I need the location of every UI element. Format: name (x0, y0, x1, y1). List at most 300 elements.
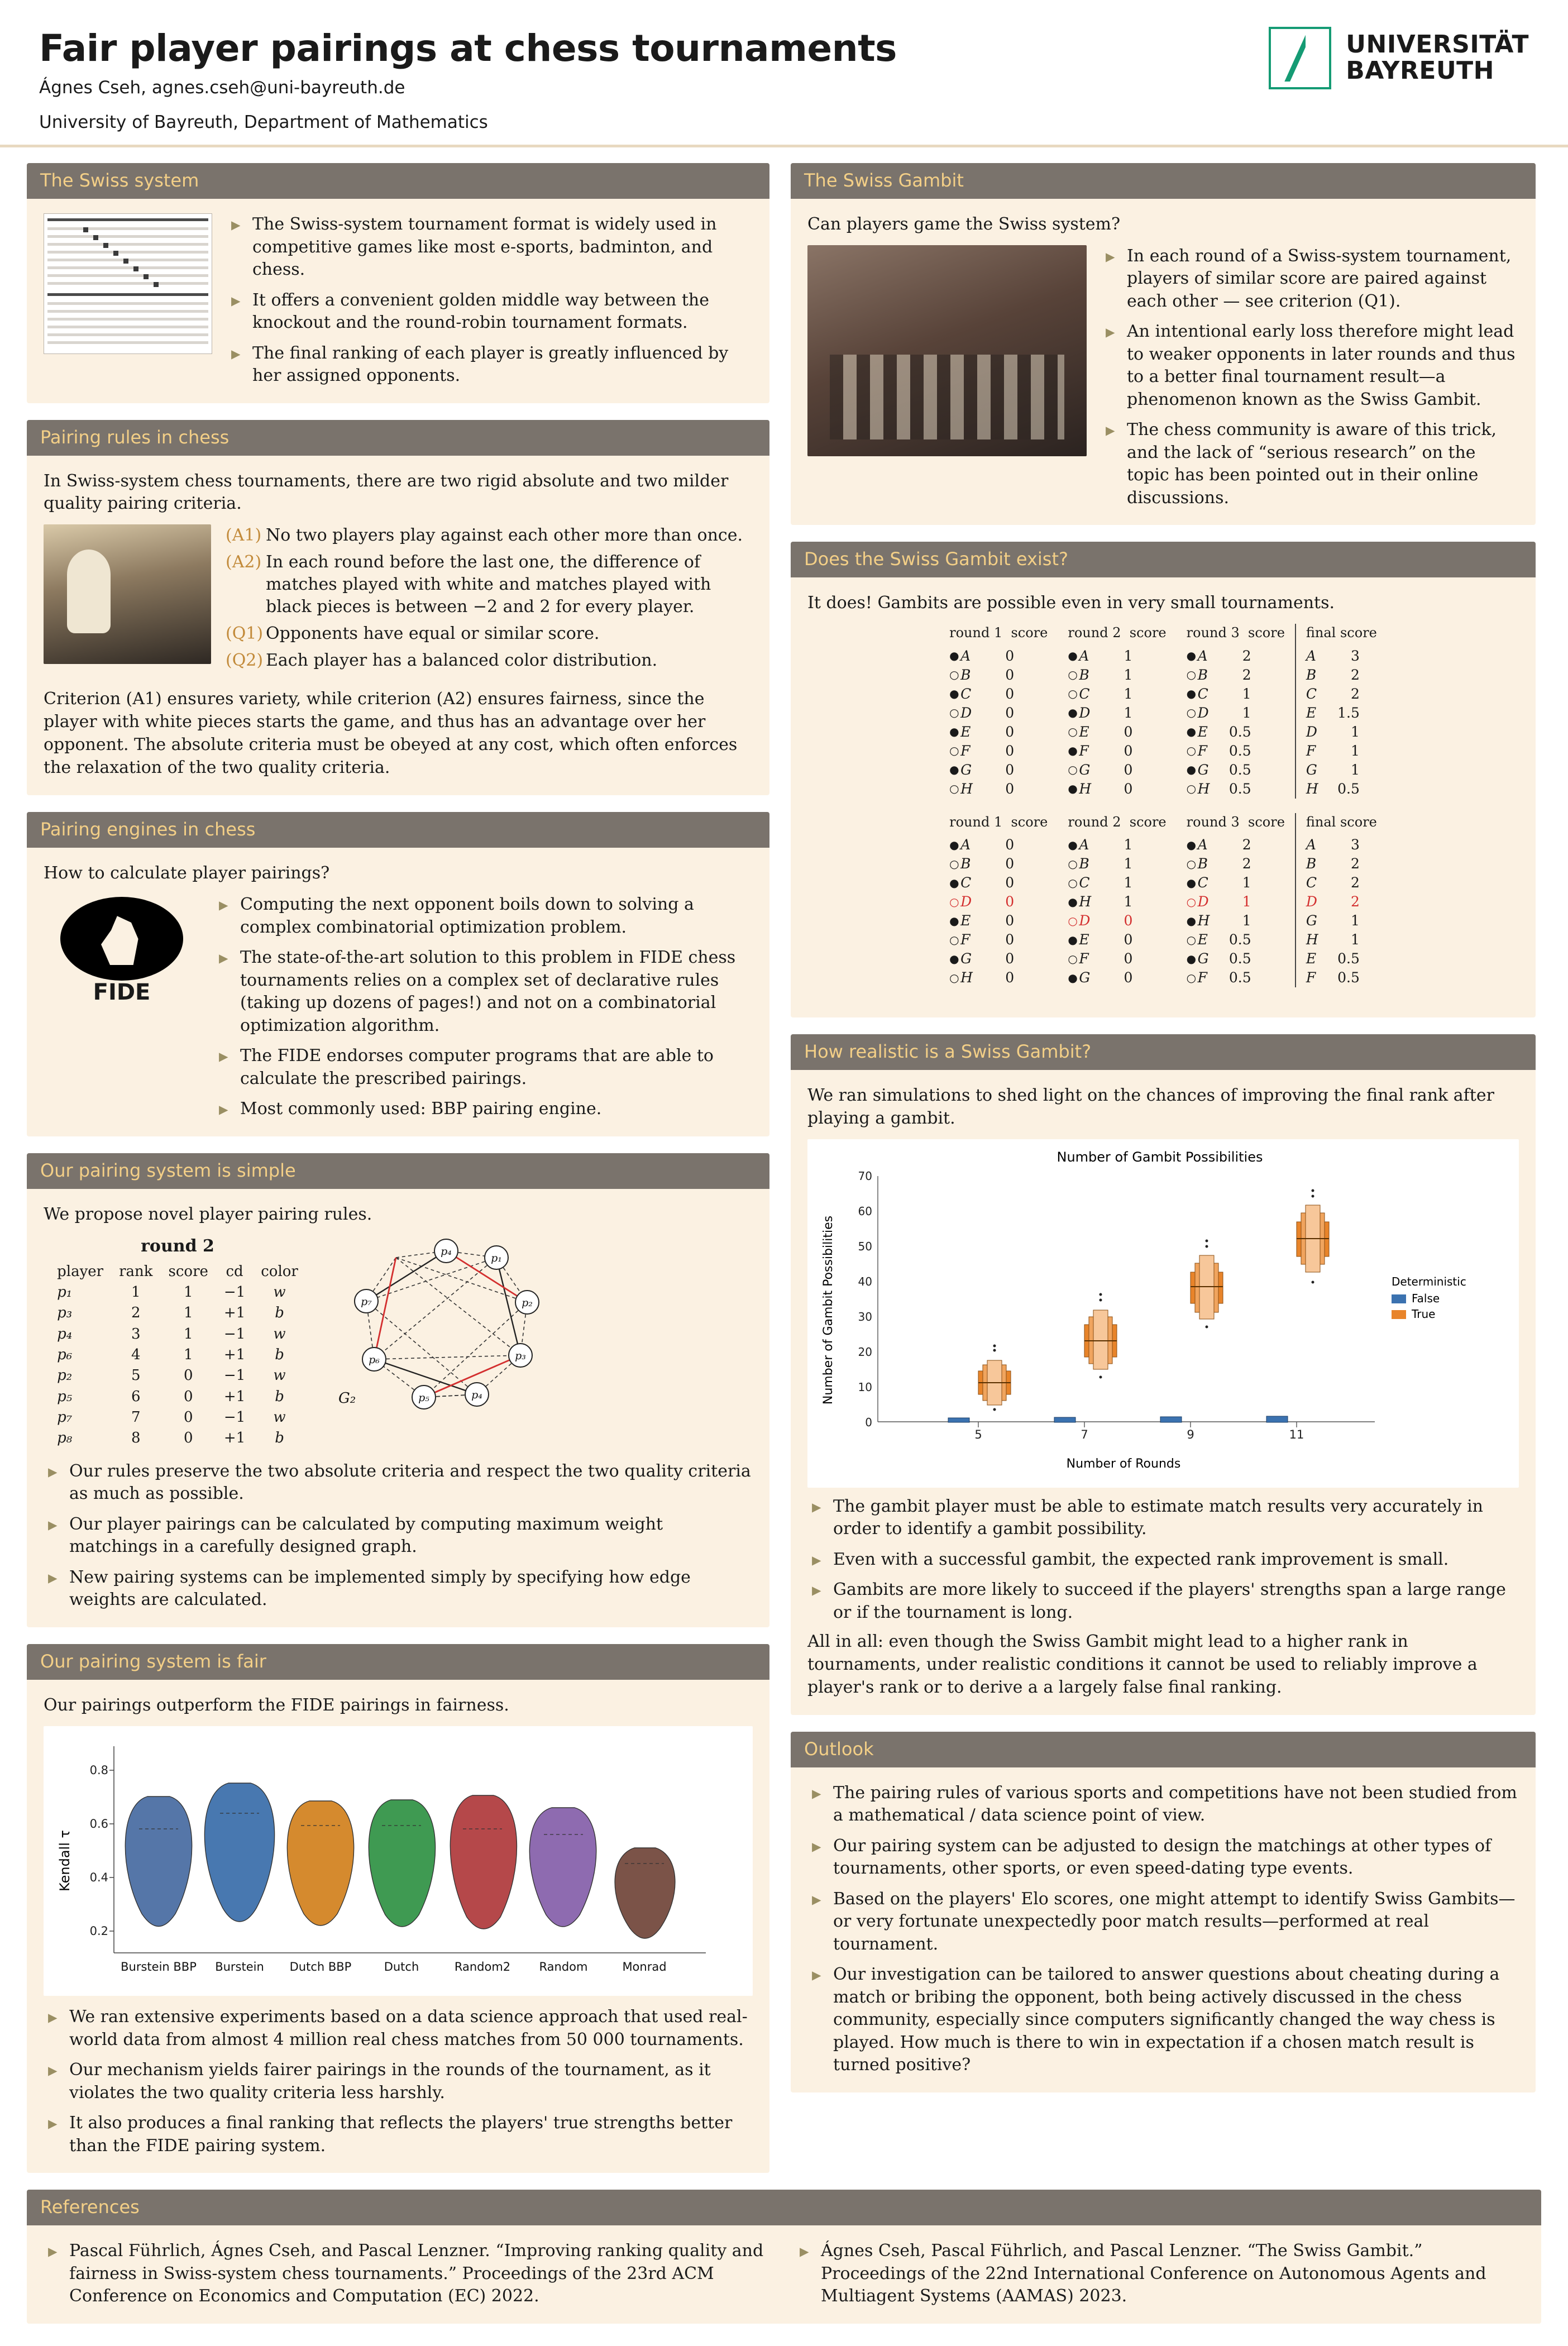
section-realistic (791, 1034, 1536, 1714)
cell-score: 1 (183, 1283, 193, 1301)
legend-entry-true: True (1412, 1307, 1436, 1321)
list-item (214, 947, 753, 1037)
list-item (1101, 419, 1519, 509)
section-title-swiss-gambit: The Swiss Gambit (791, 163, 1536, 199)
cell-cd: −1 (223, 1283, 246, 1301)
column-header: round 2 (1068, 625, 1121, 641)
poster-columns (0, 147, 1568, 2173)
cell-player: p₃ (57, 1305, 73, 1322)
gambit-final-column (1295, 813, 1387, 988)
section-title-pairing-rules: Pairing rules in chess (27, 420, 769, 456)
bullet-text: Computing the next opponent boils down to solving a complex combinatorial optimization problem. (240, 895, 694, 937)
svg-text:p₃: p₃ (515, 1349, 526, 1362)
chart-x-tick: Dutch (384, 1960, 419, 1974)
list-item (214, 894, 753, 939)
criterion-tag: (A1) (226, 525, 262, 546)
bullet-text: The FIDE endorses computer programs that are able to calculate the prescribed pairings. (240, 1046, 714, 1088)
table-row: ● A 1 (1068, 837, 1133, 853)
list-item (807, 1963, 1519, 2077)
bullet-text: Even with a successful gambit, the expected rank improvement is small. (833, 1549, 1449, 1569)
realistic-intro: We ran simulations to shed light on the chances of improving the final rank after playing a gambit. (807, 1086, 1494, 1129)
logo-line-1: UNIVERSITÄT (1346, 30, 1529, 59)
table-row: D 1 (1306, 723, 1360, 740)
column-header: score (1129, 625, 1167, 641)
svg-text:70: 70 (858, 1169, 872, 1183)
cell-color: w (273, 1325, 286, 1342)
table-row (49, 1324, 306, 1345)
svg-text:50: 50 (858, 1239, 872, 1253)
table-row: G 1 (1306, 912, 1360, 929)
column-header: final score (1306, 814, 1377, 830)
column-header: score (1011, 625, 1048, 641)
pairing-graph-g2 (326, 1235, 566, 1420)
table-row: H 0.5 (1306, 780, 1360, 797)
table-row: C 2 (1306, 875, 1360, 891)
table-row: H 1 (1306, 931, 1360, 948)
table-row: ○ B 2 (1186, 856, 1251, 872)
table-row: B 2 (1306, 666, 1360, 683)
table-row (49, 1345, 306, 1365)
gambit-round1-column (939, 813, 1058, 988)
criterion-text: Each player has a balanced color distribution. (266, 650, 658, 670)
left-column (27, 163, 769, 2173)
chart-x-tick: Random2 (454, 1960, 511, 1974)
list-item (807, 1782, 1519, 1827)
bullet-text: It also produces a final ranking that reflects the players' true strengths better than the FIDE pairing system. (69, 2113, 733, 2156)
gambit-round2-column (1058, 624, 1176, 799)
table-row: ○ E 0 (1068, 723, 1133, 740)
cell-player: p₆ (57, 1346, 73, 1363)
table-row (49, 1282, 306, 1303)
criterion-tag: (A2) (226, 552, 262, 572)
section-pairing-rules (27, 420, 769, 795)
section-pairing-engines (27, 812, 769, 1136)
cell-score: 1 (183, 1346, 193, 1363)
column-header: score (168, 1263, 208, 1280)
cell-player: p₅ (57, 1388, 73, 1405)
table-row: ○ D 0 (1068, 912, 1133, 929)
fair-system-bullets (44, 2006, 753, 2157)
table-row: C 2 (1306, 685, 1360, 702)
table-row: ● E 0 (1068, 931, 1133, 948)
cell-cd: +1 (223, 1305, 246, 1322)
outlook-bullets (807, 1782, 1519, 2077)
list-item (44, 1460, 753, 1506)
svg-text:0.2: 0.2 (89, 1924, 108, 1938)
bullet-text: The gambit player must be able to estimate match results very accurately in order to identify a gambit possibility. (833, 1496, 1483, 1539)
bullet-text: Gambits are more likely to succeed if the players' strengths span a large range or if the tournament is long. (833, 1580, 1506, 1622)
list-item (214, 1045, 753, 1090)
reference-text: Ágnes Cseh, Pascal Führlich, and Pascal Lenzner. “The Swiss Gambit.” Proceedings of the 22nd International Conference on Autonomous Agents and Multiagent Systems (AAMAS) 2023. (821, 2241, 1486, 2306)
svg-text:p₇: p₇ (361, 1295, 372, 1308)
table-row: ● C 1 (1186, 685, 1251, 702)
table-row (49, 1387, 306, 1407)
svg-text:p₄: p₄ (471, 1388, 482, 1401)
section-fair-system (27, 1644, 769, 2173)
chart-x-tick: 5 (974, 1427, 982, 1441)
bullet-text: New pairing systems can be implemented simply by specifying how edge weights are calculated. (69, 1567, 691, 1610)
poster-header (0, 0, 1568, 145)
section-title-pairing-engines: Pairing engines in chess (27, 812, 769, 848)
svg-text:p₄: p₄ (441, 1245, 452, 1258)
reference-text: Pascal Führlich, Ágnes Cseh, and Pascal Lenzner. “Improving ranking quality and fairness in Swiss-system chess tournaments.” Proceedings of the 23rd ACM Conference on Economics and Computation (EC) 2022. (69, 2241, 764, 2306)
table-row (49, 1407, 306, 1428)
table-row: ○ F 0.5 (1186, 742, 1251, 759)
list-item (44, 2059, 753, 2104)
cell-cd: −1 (223, 1367, 246, 1384)
table-row: A 3 (1306, 647, 1360, 664)
svg-text:0.6: 0.6 (89, 1817, 108, 1831)
table-row: ○ D 0 (949, 894, 1015, 910)
cell-color: b (275, 1430, 284, 1447)
table-row (49, 1428, 306, 1449)
table-row: ● D 1 (1068, 704, 1133, 721)
list-item (807, 1579, 1519, 1624)
table-row: F 1 (1306, 742, 1360, 759)
section-references (0, 2190, 1568, 2346)
list-item (807, 1495, 1519, 1541)
svg-text:p₂: p₂ (522, 1296, 533, 1309)
list-item (807, 1549, 1519, 1571)
references-left-list (44, 2240, 773, 2308)
section-title-realistic: How realistic is a Swiss Gambit? (791, 1034, 1536, 1070)
column-header: final score (1306, 625, 1377, 641)
gambit-table-2 (807, 813, 1519, 988)
cell-player: p₈ (57, 1430, 73, 1447)
chess-pieces-photo (44, 524, 211, 664)
chart-x-tick: Monrad (622, 1960, 667, 1974)
bullet-text: Our rules preserve the two absolute criteria and respect the two quality criteria as much as possible. (69, 1461, 751, 1504)
column-header: color (261, 1263, 298, 1280)
column-header: score (1248, 814, 1285, 830)
gambit-round1-column (939, 624, 1058, 799)
cell-score: 0 (183, 1409, 193, 1426)
chart-y-axis-label: Kendall τ (57, 1829, 73, 1891)
gambit-final-column (1295, 624, 1387, 799)
svg-text:0: 0 (865, 1415, 872, 1429)
bullet-text: The state-of-the-art solution to this problem in FIDE chess tournaments relies on a complex set of declarative rules (taking up dozens of pages!) and not on a combinatorial optimization algorithm. (240, 948, 736, 1035)
legend-entry-false: False (1412, 1291, 1440, 1305)
simple-system-intro: We propose novel player pairing rules. (44, 1204, 372, 1224)
svg-text:0.4: 0.4 (89, 1870, 108, 1884)
table-row: ● H 1 (1186, 912, 1251, 929)
section-title-references: References (27, 2190, 1541, 2225)
table-row: ○ B 1 (1068, 666, 1133, 683)
section-title-outlook: Outlook (791, 1732, 1536, 1767)
list-item (214, 1098, 753, 1121)
cell-color: b (275, 1388, 284, 1405)
chart-x-tick: 9 (1187, 1427, 1194, 1441)
university-logo-mark-icon (1269, 27, 1331, 89)
chart-x-tick: Burstein (215, 1960, 264, 1974)
author-line: Ágnes Cseh, agnes.cseh@uni-bayreuth.de (39, 78, 405, 98)
cell-color: b (275, 1346, 284, 1363)
table-row: F 0.5 (1306, 969, 1360, 986)
table-row: ○ F 0 (949, 742, 1015, 759)
criterion-tag: (Q1) (226, 623, 264, 643)
swiss-system-table-image (44, 213, 212, 354)
cell-rank: 5 (131, 1367, 141, 1384)
table-row: ● F 0 (1068, 742, 1133, 759)
chart-x-tick: Random (539, 1960, 588, 1974)
chart-y-axis-label: Number of Gambit Possibilities (821, 1215, 835, 1405)
cell-color: w (273, 1283, 286, 1301)
swiss-gambit-bullets (1101, 245, 1519, 510)
table-row: ○ D 1 (1186, 704, 1251, 721)
table-row: ○ H 0 (949, 969, 1015, 986)
table-row (49, 1365, 306, 1386)
list-item (44, 1566, 753, 1612)
cell-player: p₂ (57, 1367, 73, 1384)
references-block (27, 2190, 1541, 2324)
column-header: round 3 (1186, 814, 1240, 830)
bullet-text: The pairing rules of various sports and competitions have not been studied from a mathematical / data science point of view. (833, 1783, 1517, 1826)
right-column (791, 163, 1536, 2173)
list-item (1101, 245, 1519, 313)
bullet-text: We ran extensive experiments based on a data science approach that used real-world data from almost 4 million real chess matches from 50 000 tournaments. (69, 2007, 748, 2049)
cell-player: p₁ (57, 1283, 73, 1301)
column-header: player (57, 1263, 104, 1280)
table-row: ○ F 0 (949, 931, 1015, 948)
list-item (44, 1513, 753, 1559)
legend-title: Deterministic (1392, 1274, 1466, 1288)
cell-cd: −1 (223, 1409, 246, 1426)
realistic-bullets (807, 1495, 1519, 1624)
gambit-table-1 (807, 624, 1519, 799)
pairing-criteria-list (226, 524, 753, 671)
criterion-text: Opponents have equal or similar score. (266, 623, 600, 643)
table-row: E 1.5 (1306, 704, 1360, 721)
svg-text:p₅: p₅ (418, 1391, 429, 1404)
references-right-list (795, 2240, 1524, 2308)
column-header: round 3 (1186, 625, 1240, 641)
column-header: score (1011, 814, 1048, 830)
column-header: rank (119, 1263, 153, 1280)
table-row: D 2 (1306, 894, 1360, 910)
table-row: ● G 0 (949, 950, 1015, 967)
chart-x-tick: 7 (1081, 1427, 1088, 1441)
cell-score: 0 (183, 1367, 193, 1384)
table-row (49, 1303, 306, 1323)
fide-logo-icon (44, 894, 200, 1011)
cell-score: 0 (183, 1388, 193, 1405)
table-row: ● G 0.5 (1186, 761, 1251, 778)
list-item (44, 2006, 753, 2051)
bullet-text: Our investigation can be tailored to answer questions about cheating during a match or bribing the opponent, both being actively discussed in the chess community, especially since computers significantly changed the way chess is played. How much is there to win in expectation if a chosen match result is turned positive? (833, 1965, 1500, 2075)
chart-x-tick: Dutch BBP (289, 1960, 352, 1974)
svg-text:10: 10 (858, 1380, 872, 1394)
table-row: ○ C 1 (1068, 685, 1133, 702)
list-item (227, 342, 753, 388)
table-row: G 1 (1306, 761, 1360, 778)
table-row: ● A 0 (949, 647, 1015, 664)
bullet-text: The chess community is aware of this trick, and the lack of “serious research” on the topic has been pointed out in their online discussions. (1127, 420, 1497, 508)
list-item (226, 649, 753, 672)
list-item (226, 623, 753, 645)
list-item (44, 2240, 773, 2308)
table-row: ● C 0 (949, 875, 1015, 891)
column-header: score (1129, 814, 1167, 830)
table-row: ○ B 0 (949, 856, 1015, 872)
bullet-text: It offers a convenient golden middle way between the knockout and the round-robin tournament formats. (252, 290, 709, 332)
page-title: Fair player pairings at chess tournaments (39, 27, 897, 70)
table-row: B 2 (1306, 856, 1360, 872)
svg-text:p₆: p₆ (369, 1353, 380, 1366)
list-item (227, 289, 753, 335)
table-row: ● E 0 (949, 912, 1015, 929)
cell-player: p₄ (57, 1325, 73, 1342)
cell-rank: 2 (131, 1305, 141, 1322)
bullet-text: The Swiss-system tournament format is widely used in competitive games like most e-sports, badminton, and chess. (252, 214, 717, 279)
chart-x-tick: Burstein BBP (121, 1960, 197, 1974)
section-title-fair-system: Our pairing system is fair (27, 1644, 769, 1680)
table-row: ● G 0 (949, 761, 1015, 778)
column-header: round 1 (949, 814, 1003, 830)
criterion-text: In each round before the last one, the difference of matches played with white and matches played with black pieces is between −2 and 2 for every player. (266, 552, 711, 617)
svg-text:60: 60 (858, 1204, 872, 1218)
svg-text:20: 20 (858, 1345, 872, 1359)
table-row: ● A 1 (1068, 647, 1133, 664)
column-header: round 1 (949, 625, 1003, 641)
pairing-rules-outro: Criterion (A1) ensures variety, while criterion (A2) ensures fairness, since the player with white pieces starts the game, and thus has an advantage over her opponent. The absolute criteria must be obeyed at any cost, which often enforces the relaxation of the two quality criteria. (44, 689, 738, 777)
cell-score: 1 (183, 1325, 193, 1342)
cell-score: 0 (183, 1430, 193, 1447)
table-row: ○ F 0.5 (1186, 969, 1251, 986)
list-item (226, 524, 753, 547)
logo-line-2: BAYREUTH (1346, 56, 1495, 85)
section-gambit-exists (791, 542, 1536, 1017)
cell-rank: 4 (131, 1346, 141, 1363)
cell-score: 1 (183, 1305, 193, 1322)
table-row: ○ F 0 (1068, 950, 1133, 967)
bullet-text: Our player pairings can be calculated by computing maximum weight matchings in a carefully designed graph. (69, 1514, 663, 1557)
section-swiss-gambit (791, 163, 1536, 525)
cell-rank: 3 (131, 1325, 141, 1342)
svg-text:40: 40 (858, 1274, 872, 1288)
table-row: ○ D 0 (949, 704, 1015, 721)
criterion-tag: (Q2) (226, 650, 264, 670)
bullet-text: Our pairing system can be adjusted to design the matchings at other types of tournaments, other sports, or even speed-dating type events. (833, 1836, 1491, 1879)
fide-logo-label: FIDE (93, 980, 151, 1006)
section-title-simple-system: Our pairing system is simple (27, 1153, 769, 1189)
list-item (807, 1888, 1519, 1956)
chart-title: Number of Gambit Possibilities (1057, 1149, 1263, 1165)
university-logo-text (1346, 32, 1529, 84)
table-row: ○ C 1 (1068, 875, 1133, 891)
table-row: ● H 0 (1068, 780, 1133, 797)
pairing-engines-bullets (214, 894, 753, 1121)
table-row: ● E 0 (949, 723, 1015, 740)
column-header: score (1248, 625, 1285, 641)
fair-system-intro: Our pairings outperform the FIDE pairings in fairness. (44, 1695, 509, 1715)
chart-kendall-tau (44, 1726, 753, 1996)
gambit-round2-column (1058, 813, 1176, 988)
cell-color: b (275, 1305, 284, 1322)
svg-text:30: 30 (858, 1310, 872, 1323)
table-row: ○ E 0.5 (1186, 931, 1251, 948)
table-row: E 0.5 (1306, 950, 1360, 967)
pairing-table-caption: round 2 (141, 1236, 214, 1256)
table-row: A 3 (1306, 837, 1360, 853)
list-item (227, 213, 753, 281)
bullet-text: The final ranking of each player is greatly influenced by her assigned opponents. (252, 343, 729, 385)
bullet-text: Most commonly used: BBP pairing engine. (240, 1099, 602, 1119)
cell-cd: +1 (223, 1430, 246, 1447)
list-item (807, 1835, 1519, 1880)
table-row: ● E 0.5 (1186, 723, 1251, 740)
cell-rank: 7 (131, 1409, 141, 1426)
section-swiss-system (27, 163, 769, 403)
cell-cd: +1 (223, 1388, 246, 1405)
cell-cd: −1 (223, 1325, 246, 1342)
criterion-text: No two players play against each other more than once. (266, 525, 743, 546)
column-header: cd (226, 1263, 243, 1280)
gambit-round3-column (1177, 624, 1295, 799)
table-row: ○ B 2 (1186, 666, 1251, 683)
pairing-rules-intro: In Swiss-system chess tournaments, there are two rigid absolute and two milder quality pairing criteria. (44, 471, 729, 514)
section-title-swiss-system: The Swiss system (27, 163, 769, 199)
pairing-table (44, 1235, 312, 1449)
table-row: ● G 0.5 (1186, 950, 1251, 967)
gambit-round3-column (1177, 813, 1295, 988)
cell-cd: +1 (223, 1346, 246, 1363)
table-row: ● A 0 (949, 837, 1015, 853)
swiss-system-bullets (227, 213, 753, 388)
table-row: ● G 0 (1068, 969, 1133, 986)
table-row: ● C 0 (949, 685, 1015, 702)
list-item (226, 551, 753, 618)
bullet-text: In each round of a Swiss-system tournament, players of similar score are paired against each other — see criterion (Q1). (1127, 246, 1512, 311)
table-row: ● C 1 (1186, 875, 1251, 891)
section-title-gambit-exists: Does the Swiss Gambit exist? (791, 542, 1536, 577)
cell-rank: 8 (131, 1430, 141, 1447)
table-row: ○ B 0 (949, 666, 1015, 683)
university-logo (1269, 27, 1529, 89)
chart-gambit-possibilities (807, 1139, 1519, 1488)
table-row: ● A 2 (1186, 837, 1251, 853)
svg-text:p₁: p₁ (491, 1251, 502, 1264)
table-row: ○ H 0.5 (1186, 780, 1251, 797)
cell-player: p₇ (57, 1409, 73, 1426)
table-row: ● A 2 (1186, 647, 1251, 664)
affiliation-line: University of Bayreuth, Department of Mathematics (39, 112, 488, 132)
bullet-text: An intentional early loss therefore might lead to weaker opponents in later rounds and thus to a better final tournament result—a phenomenon known as the Swiss Gambit. (1127, 322, 1516, 409)
table-row: ● H 1 (1068, 894, 1133, 910)
list-item (1101, 321, 1519, 411)
section-outlook (791, 1732, 1536, 2092)
column-header: round 2 (1068, 814, 1121, 830)
list-item (44, 2112, 753, 2157)
queens-gambit-photo (807, 245, 1087, 456)
svg-text:0.8: 0.8 (89, 1763, 108, 1777)
simple-system-bullets (44, 1460, 753, 1612)
swiss-gambit-question: Can players game the Swiss system? (807, 214, 1121, 234)
chart-x-axis-label: Number of Rounds (1066, 1456, 1181, 1471)
table-row: ○ D 1 (1186, 894, 1251, 910)
pairing-engines-intro: How to calculate player pairings? (44, 863, 330, 883)
section-simple-system (27, 1153, 769, 1627)
cell-rank: 1 (131, 1283, 141, 1301)
cell-color: w (273, 1409, 286, 1426)
gambit-exists-intro: It does! Gambits are possible even in very small tournaments. (807, 593, 1335, 613)
cell-color: w (273, 1367, 286, 1384)
bullet-text: Based on the players' Elo scores, one might attempt to identify Swiss Gambits—or very fortunate unexpectedly poor match results—performed at real tournament. (833, 1889, 1516, 1954)
realistic-conclusion: All in all: even though the Swiss Gambit might lead to a higher rank in tournaments, under realistic conditions it cannot be used to reliably improve a player's rank or to derive a a largely false final ranking. (807, 1632, 1478, 1697)
table-row: ○ H 0 (949, 780, 1015, 797)
list-item (795, 2240, 1524, 2308)
graph-label: G₂ (338, 1389, 356, 1407)
cell-rank: 6 (131, 1388, 141, 1405)
